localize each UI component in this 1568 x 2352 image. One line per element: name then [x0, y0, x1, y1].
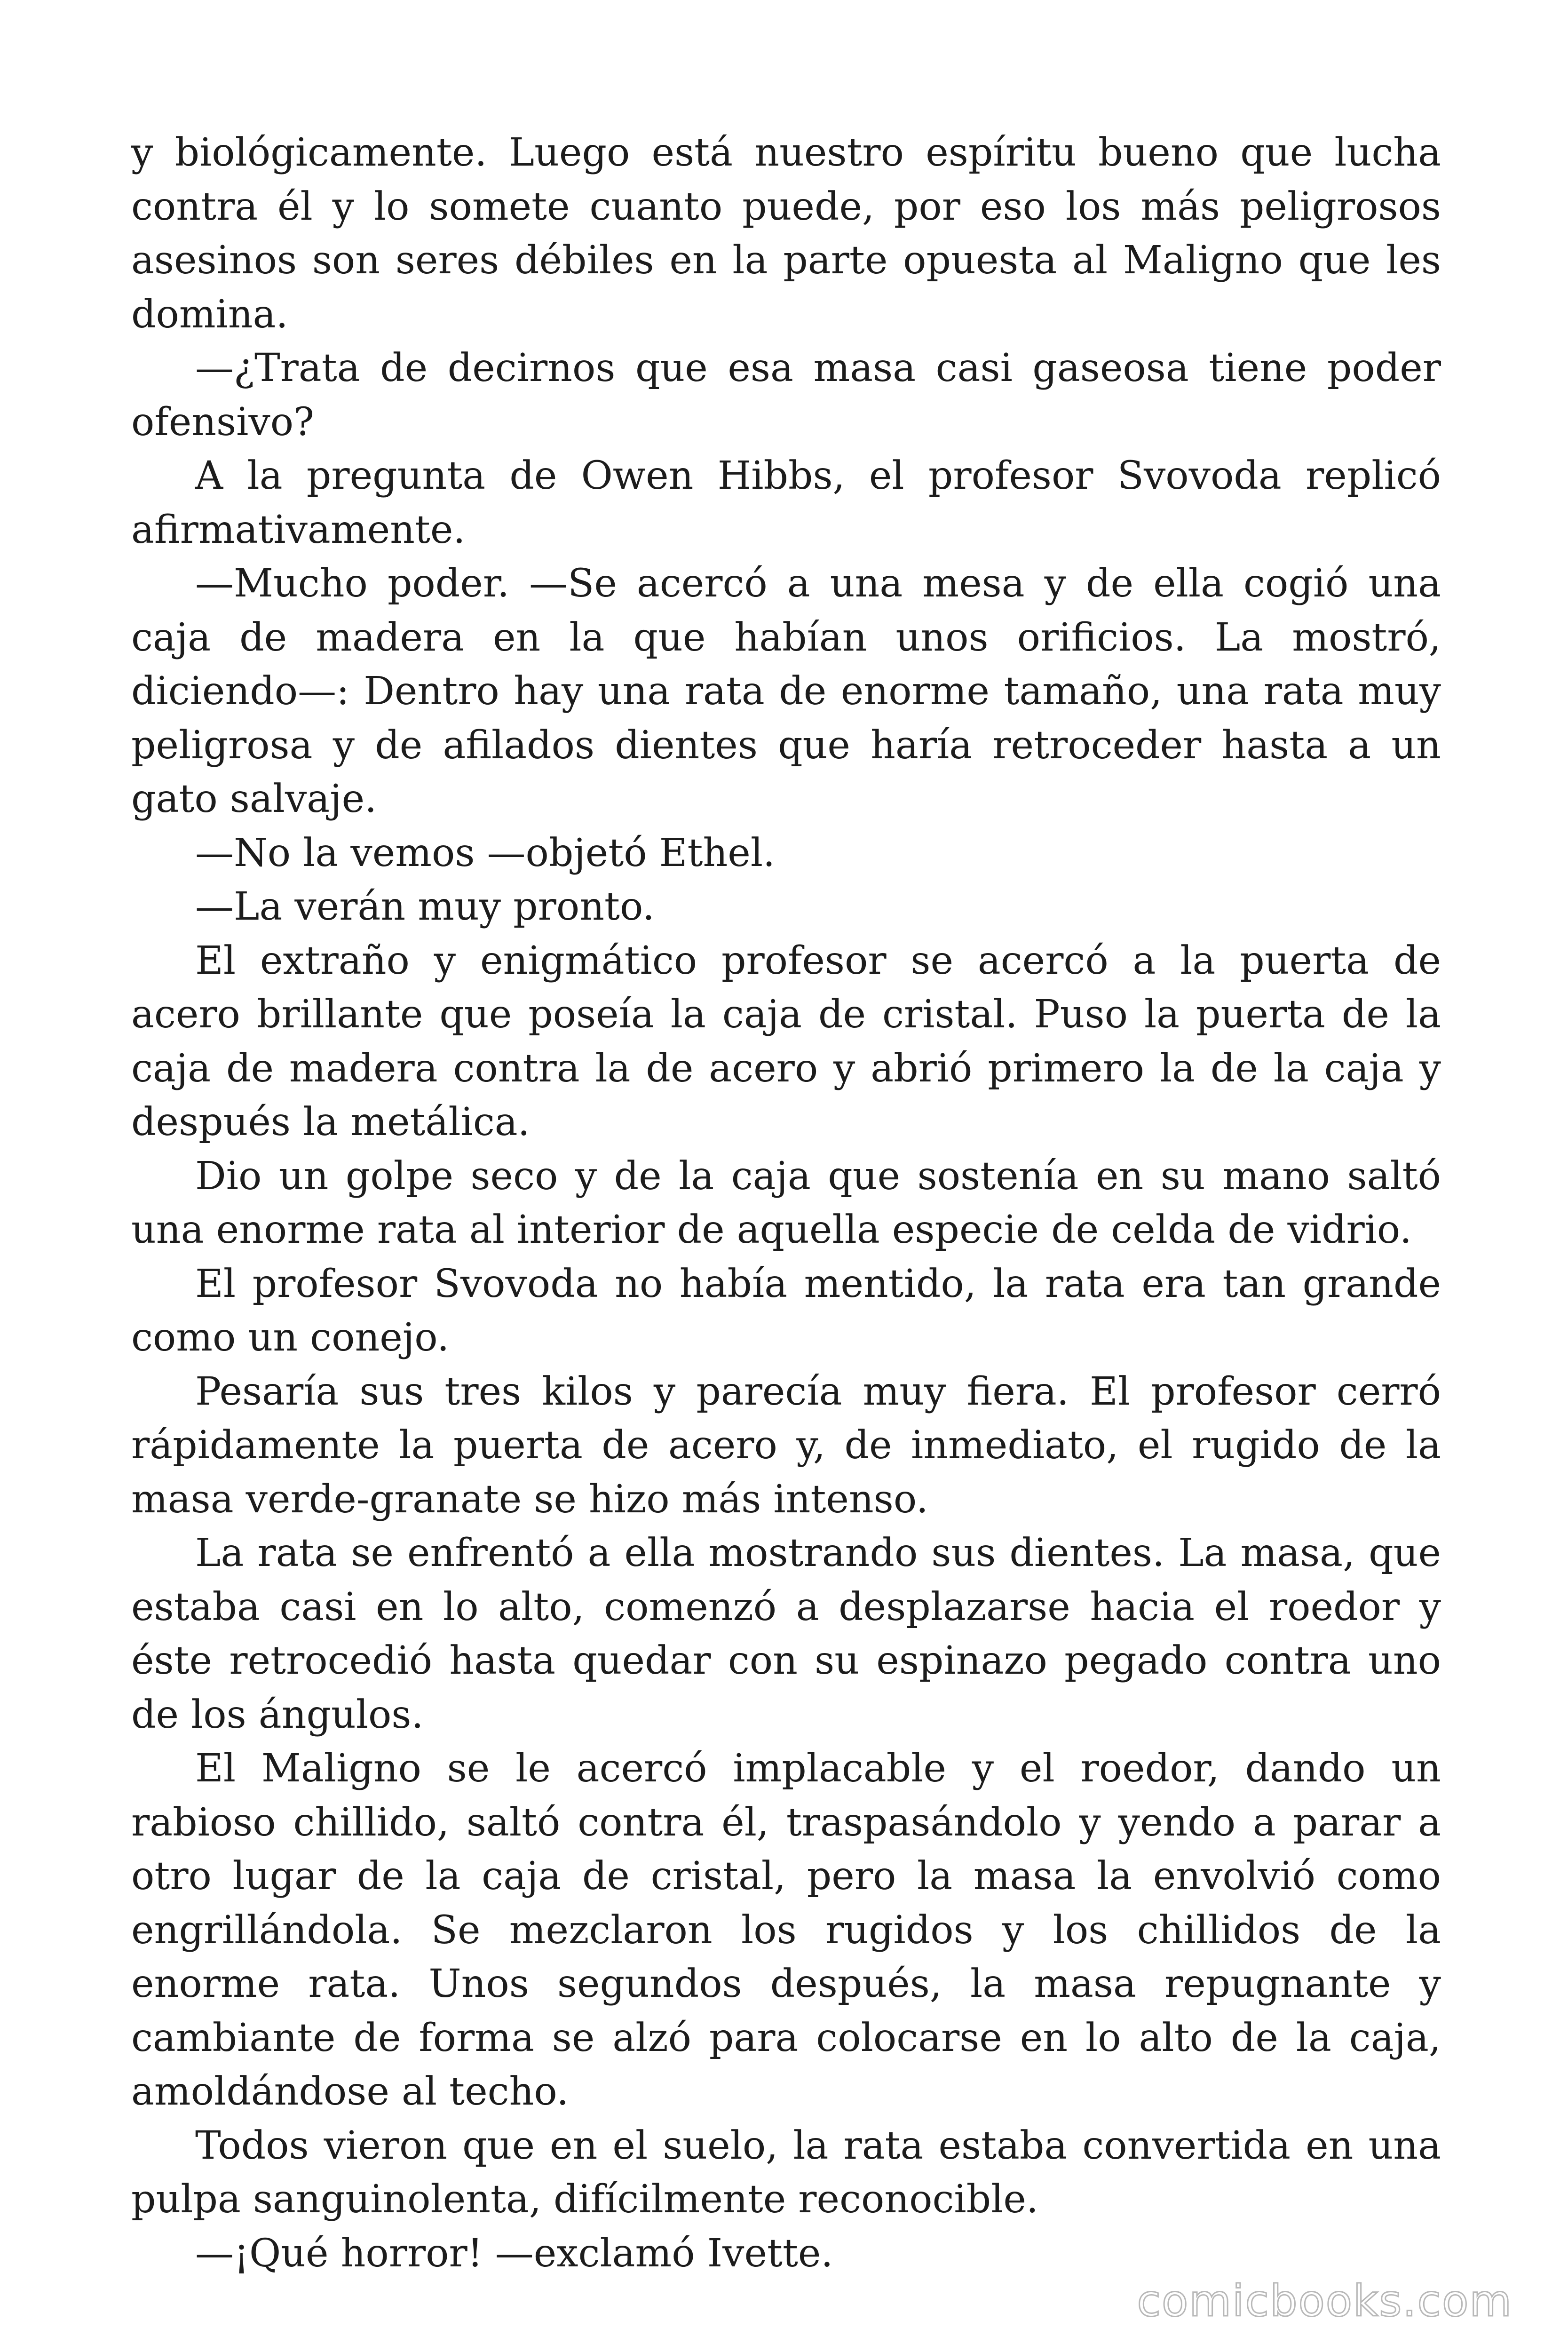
paragraph: El profesor Svovoda no había mentido, la rata era tan grande como un conejo.	[131, 1261, 1441, 1360]
paragraph: El Maligno se le acercó implacable y el roedor, dando un rabioso chillido, saltó contra él, traspasándolo y yendo a parar a otro lugar de la caja de cristal, pero la masa la envolvió como engrillándola. Se mezclaron los rugidos y los chillidos de la enorme rata. Unos segundos después, la masa repugnante y cambiante de forma se alzó para colocarse en lo alto de la caja, amoldándose al techo.	[131, 1746, 1441, 2114]
watermark-text: comicbooks.com	[1137, 2276, 1513, 2326]
paragraph: A la pregunta de Owen Hibbs, el profesor Svovoda replicó afirmativamente.	[131, 453, 1441, 552]
paragraph: —La verán muy pronto.	[195, 884, 655, 929]
paragraph: Todos vieron que en el suelo, la rata estaba convertida en una pulpa sanguinolenta, difícilmente reconocible.	[131, 2123, 1441, 2222]
paragraph: Dio un golpe seco y de la caja que sostenía en su mano saltó una enorme rata al interior de aquella especie de celda de vidrio.	[131, 1153, 1441, 1252]
paragraph: El extraño y enigmático profesor se acercó a la puerta de acero brillante que poseía la caja de cristal. Puso la puerta de la caja de madera contra la de acero y abrió primero la de la caja y después la metálica.	[131, 938, 1441, 1144]
paragraph: La rata se enfrentó a ella mostrando sus dientes. La masa, que estaba casi en lo alto, comenzó a desplazarse hacia el roedor y éste retrocedió hasta quedar con su espinazo pegado contra uno de los ángulos.	[131, 1531, 1441, 1737]
paragraph: —¡Qué horror! —exclamó Ivette.	[195, 2231, 833, 2276]
paragraph: —Mucho poder. —Se acercó a una mesa y de ella cogió una caja de madera en la que habían unos orificios. La mostró, diciendo—: Dentro hay una rata de enorme tamaño, una rata muy peligrosa y de afilados dientes que haría retroceder hasta a un gato salvaje.	[131, 561, 1441, 821]
paragraph: Pesaría sus tres kilos y parecía muy fiera. El profesor cerró rápidamente la puerta de acero y, de inmediato, el rugido de la masa verde-granate se hizo más intenso.	[131, 1369, 1441, 1522]
paragraph: —No la vemos —objetó Ethel.	[195, 830, 776, 875]
paragraph: y biológicamente. Luego está nuestro espíritu bueno que lucha contra él y lo somete cuanto puede, por eso los más peligrosos asesinos son seres débiles en la parte opuesta al Maligno que les domina.	[131, 130, 1441, 337]
page-body	[131, 126, 1441, 2280]
paragraph: —¿Trata de decirnos que esa masa casi gaseosa tiene poder ofensivo?	[131, 346, 1441, 445]
